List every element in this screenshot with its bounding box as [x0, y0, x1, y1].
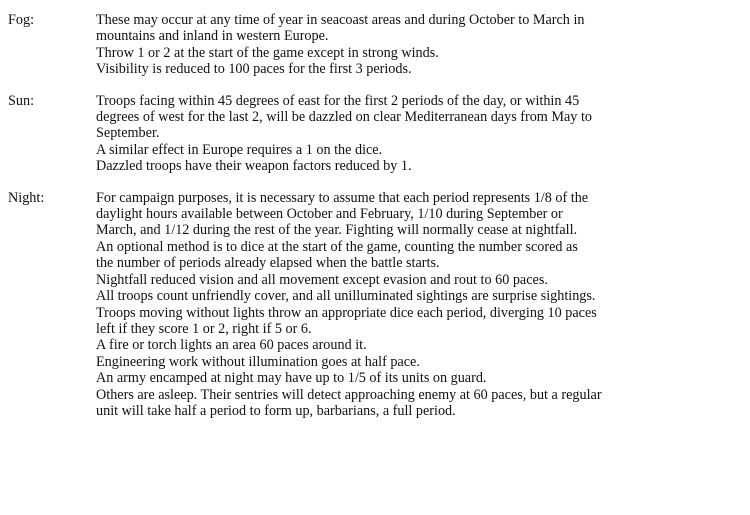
night-line: A fire or torch lights an area 60 paces around it. [96, 337, 367, 354]
night-line: All troops count unfriendly cover, and all unilluminated sightings are surprise sightings. [96, 288, 596, 305]
night-line: Engineering work without illumination goes at half pace. [96, 353, 420, 370]
night-line: the number of periods already elapsed when the battle starts. [96, 255, 440, 272]
fog-line: These may occur at any time of year in seacoast areas and during October to March in [96, 12, 585, 28]
night-line: unit will take half a period to form up, barbarians, a full period. [96, 402, 456, 419]
night-line: For campaign purposes, it is necessary to assume that each period represents 1/8 of the [96, 189, 589, 206]
night-line: An optional method is to dice at the start of the game, counting the number scored as [96, 238, 578, 255]
night-line: March, and 1/12 during the rest of the year. Fighting will normally cease at nightfall. [96, 222, 578, 239]
fog-line: mountains and inland in western Europe. [96, 28, 329, 45]
sun-line: Dazzled troops have their weapon factors reduced by 1. [96, 158, 412, 175]
night-line: daylight hours available between October and February, 1/10 during September or [96, 206, 563, 223]
night-line: An army encamped at night may have up to 1/5 of its units on guard. [96, 370, 487, 387]
sun-line: A similar effect in Europe requires a 1 on the dice. [96, 141, 383, 158]
night-description [96, 190, 746, 420]
sun-line: September. [96, 125, 160, 142]
night-term: Night: [8, 189, 45, 206]
night-entry [0, 190, 750, 420]
night-line: Troops moving without lights throw an appropriate dice each period, diverging 10 paces [96, 304, 597, 321]
fog-line: Throw 1 or 2 at the start of the game except in strong winds. [96, 44, 439, 61]
fog-term: Fog: [8, 12, 35, 28]
sun-term: Sun: [8, 92, 35, 109]
fog-line: Visibility is reduced to 100 paces for the first 3 periods. [96, 61, 412, 78]
sun-description [96, 93, 746, 175]
sun-line: degrees of west for the last 2, will be dazzled on clear Mediterranean days from May to [96, 109, 592, 126]
sun-line: Troops facing within 45 degrees of east for the first 2 periods of the day, or within 45 [96, 92, 580, 109]
night-line: Nightfall reduced vision and all movement except evasion and rout to 60 paces. [96, 271, 548, 288]
fog-description [96, 12, 746, 78]
night-line: Others are asleep. Their sentries will detect approaching enemy at 60 paces, but a regular [96, 386, 602, 403]
night-line: left if they score 1 or 2, right if 5 or 6. [96, 320, 312, 337]
sun-entry [0, 93, 750, 175]
fog-entry [0, 12, 750, 78]
